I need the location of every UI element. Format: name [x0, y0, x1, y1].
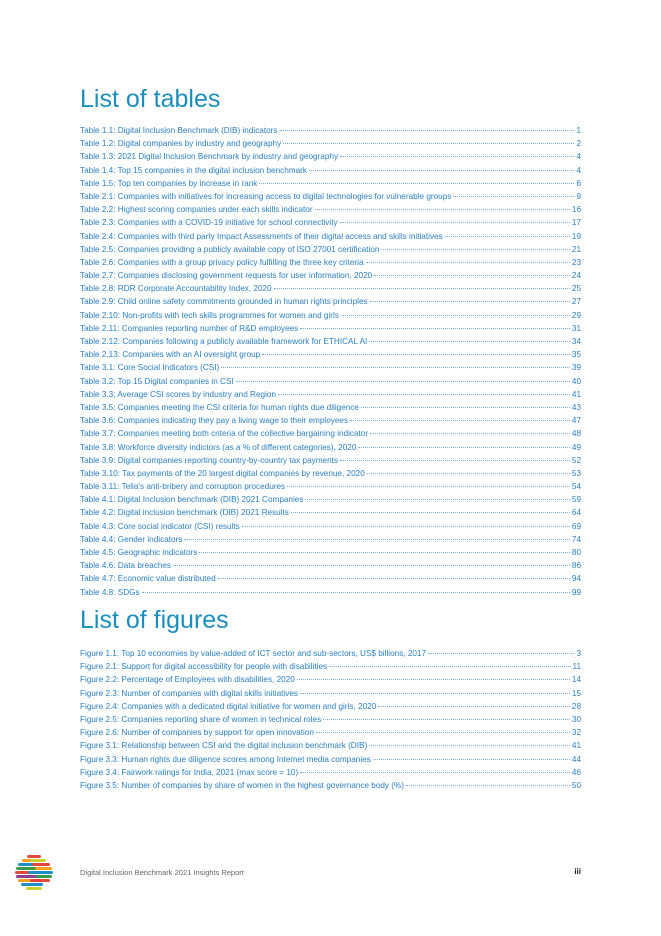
- dot-leader: [340, 221, 570, 223]
- table-entry[interactable]: [80, 480, 581, 493]
- table-entry-label: Table 4.4: Gender indicators: [80, 534, 183, 544]
- table-entry[interactable]: [80, 586, 581, 599]
- figure-entry-label: Figure 3.4: Fairwork ratings for India, 2021 (max score = 10): [80, 767, 299, 777]
- figure-entry-page-number: 41: [571, 741, 581, 751]
- table-entry[interactable]: [80, 559, 581, 572]
- figure-entry[interactable]: [80, 739, 581, 752]
- table-entry[interactable]: [80, 256, 581, 269]
- figure-entry-label: Figure 2.3: Number of companies with digital skills initiatives: [80, 688, 298, 698]
- table-entry[interactable]: [80, 493, 581, 506]
- figure-entry[interactable]: [80, 647, 581, 660]
- table-entry-label: Table 4.8: SDGs: [80, 587, 140, 597]
- table-entry-label: Table 2.5: Companies providing a publicly available copy of ISO 27001 certification: [80, 244, 380, 254]
- table-entry-label: Table 3.8: Workforce diversity indictors (as a % of different categories), 2020: [80, 442, 357, 452]
- dot-leader: [287, 485, 570, 487]
- dot-leader: [300, 327, 570, 329]
- dot-leader: [300, 771, 570, 773]
- dot-leader: [184, 538, 569, 540]
- table-entry[interactable]: [80, 177, 581, 190]
- dot-leader: [316, 731, 570, 733]
- table-entry[interactable]: [80, 137, 581, 150]
- table-entry[interactable]: [80, 150, 581, 163]
- table-entry-label: Table 4.6: Data breaches: [80, 561, 172, 571]
- dot-leader: [453, 195, 574, 197]
- figure-entry-label: Figure 2.4: Companies with a dedicated digital initiative for women and girls, 2020: [80, 701, 377, 711]
- table-entry-label: Table 3.10: Tax payments of the 20 largest digital companies by revenue, 2020: [80, 468, 365, 478]
- table-entry-page-number: 34: [571, 337, 581, 346]
- table-entry[interactable]: [80, 546, 581, 559]
- table-entry-page-number: 80: [571, 548, 581, 557]
- figure-entry[interactable]: [80, 700, 581, 713]
- dot-leader: [262, 353, 570, 355]
- dot-leader: [341, 314, 570, 316]
- figure-entry-label: Figure 2.5: Companies reporting share of women in technical roles: [80, 714, 322, 724]
- figure-entry[interactable]: [80, 660, 581, 673]
- table-entry-page-number: 1: [576, 126, 581, 135]
- table-entry-page-number: 52: [571, 455, 581, 465]
- figure-entry-page-number: 46: [571, 767, 581, 777]
- figure-entry-page-number: 3: [576, 649, 581, 658]
- figure-entry-label: Figure 2.1: Support for digital accessibility for people with disabilities: [80, 662, 328, 672]
- table-entry-label: Table 2.3: Companies with a COVID-19 initiative for school connectivity: [80, 218, 338, 228]
- table-entry[interactable]: [80, 295, 581, 308]
- table-entry-label: Table 2.13: Companies with an AI oversight group: [80, 350, 261, 360]
- table-entry-label: Table 2.8: RDR Corporate Accountability Index, 2020: [80, 284, 272, 294]
- figure-entry[interactable]: [80, 673, 581, 686]
- figure-entry[interactable]: [80, 779, 581, 792]
- list-of-figures-heading: List of figures: [80, 606, 229, 634]
- dot-leader: [300, 692, 570, 694]
- figure-entry[interactable]: [80, 726, 581, 739]
- table-entry-page-number: 4: [576, 165, 581, 175]
- dot-leader: [142, 591, 570, 593]
- dot-leader: [242, 525, 570, 527]
- table-entry-label: Table 3.1: Core Social Indicators (CSI): [80, 363, 220, 373]
- dot-leader: [315, 208, 570, 210]
- figure-entry-page-number: 50: [571, 780, 581, 790]
- dot-leader: [259, 182, 574, 184]
- dot-leader: [378, 705, 570, 707]
- table-entry-label: Table 1.3: 2021 Digital Inclusion Benchmark by industry and geography: [80, 152, 339, 162]
- table-entry-label: Table 1.5: Top ten companies by increase in rank: [80, 178, 258, 188]
- table-entry-label: Table 4.3: Core social indicator (CSI) results: [80, 521, 240, 531]
- table-entry-page-number: 9: [576, 191, 581, 201]
- table-entry-page-number: 4: [576, 152, 581, 162]
- dot-leader: [297, 678, 570, 680]
- table-entry-label: Table 2.7: Companies disclosing government requests for user information, 2020: [80, 271, 373, 281]
- figure-entry-label: Figure 3.3: Human rights due diligence scores among Internet media companies: [80, 754, 371, 764]
- table-entry-label: Table 2.12: Companies following a publicly available framework for ETHICAL AI: [80, 337, 368, 346]
- table-entry[interactable]: [80, 322, 581, 335]
- table-entry[interactable]: [80, 427, 581, 440]
- table-entry[interactable]: [80, 269, 581, 282]
- table-entry-label: Table 3.3: Average CSI scores by industry and Region: [80, 389, 277, 399]
- table-entry[interactable]: [80, 203, 581, 216]
- table-entry-label: Table 3.9: Digital companies reporting country-by-country tax payments: [80, 455, 339, 465]
- table-entry-page-number: 94: [571, 574, 581, 584]
- table-entry-label: Table 4.1: Digital Inclusion benchmark (DIB) 2021 Companies: [80, 495, 304, 505]
- dot-leader: [305, 498, 569, 500]
- table-entry-page-number: 47: [571, 416, 581, 426]
- dot-leader: [370, 432, 570, 434]
- dot-leader: [278, 393, 570, 395]
- dot-leader: [236, 380, 570, 382]
- figure-entry-page-number: 30: [571, 714, 581, 724]
- dot-leader: [406, 784, 570, 786]
- table-entry-page-number: 40: [571, 376, 581, 386]
- dot-leader: [381, 248, 569, 250]
- table-entry-page-number: 49: [571, 442, 581, 452]
- dot-leader: [280, 129, 575, 131]
- table-entry-page-number: 43: [571, 402, 581, 412]
- table-entry-page-number: 99: [571, 587, 581, 597]
- table-entry-label: Table 2.2: Highest scoring companies under each skills indicator: [80, 205, 313, 215]
- table-entry[interactable]: [80, 216, 581, 229]
- dot-leader: [323, 718, 570, 720]
- table-entry[interactable]: [80, 467, 581, 480]
- table-entry-page-number: 2: [576, 139, 581, 149]
- table-entry-page-number: 6: [576, 178, 581, 188]
- dot-leader: [221, 366, 570, 368]
- table-entry[interactable]: [80, 533, 581, 546]
- dot-leader: [199, 551, 569, 553]
- dot-leader: [428, 652, 574, 654]
- table-entry[interactable]: [80, 230, 581, 243]
- table-entry-page-number: 74: [571, 534, 581, 544]
- table-entry-label: Table 3.7: Companies meeting both criteria of the collective bargaining indicator: [80, 429, 369, 439]
- table-entry-page-number: 19: [571, 231, 581, 241]
- figure-entry-page-number: 11: [572, 662, 581, 672]
- table-entry[interactable]: [80, 124, 581, 137]
- figure-entry-page-number: 28: [571, 701, 581, 711]
- table-entry-page-number: 24: [571, 271, 581, 281]
- table-entry-label: Table 2.6: Companies with a group privacy policy fulfilling the three key criteria: [80, 257, 364, 267]
- table-entry-page-number: 54: [571, 482, 581, 492]
- table-entry-page-number: 39: [571, 363, 581, 373]
- table-entry[interactable]: [80, 335, 581, 348]
- table-entry-page-number: 16: [571, 205, 581, 215]
- table-entry-page-number: 59: [571, 495, 581, 505]
- dot-leader: [374, 274, 570, 276]
- figure-entry-label: Figure 2.6: Number of companies by support for open innovation: [80, 728, 314, 738]
- table-entry-label: Table 2.9: Child online safety commitments grounded in human rights principles: [80, 297, 368, 307]
- table-entry-page-number: 41: [571, 389, 581, 399]
- table-entry[interactable]: [80, 164, 581, 177]
- dot-leader: [361, 406, 570, 408]
- table-entry[interactable]: [80, 454, 581, 467]
- table-entry-label: Table 1.1: Digital Inclusion Benchmark (DIB) indicators: [80, 126, 278, 135]
- dot-leader: [291, 511, 570, 513]
- dot-leader: [340, 459, 570, 461]
- table-entry-page-number: 29: [571, 310, 581, 320]
- table-entry[interactable]: [80, 388, 581, 401]
- table-entry-label: Table 1.4: Top 15 companies in the digital inclusion benchmark: [80, 165, 307, 175]
- dot-leader: [370, 300, 570, 302]
- table-entry-page-number: 35: [571, 350, 581, 360]
- list-of-tables: [80, 124, 581, 599]
- table-entry[interactable]: [80, 375, 581, 388]
- table-entry-label: Table 4.2: Digital inclusion benchmark (DIB) 2021 Results: [80, 508, 289, 518]
- table-entry-label: Table 4.5: Geographic indicators: [80, 548, 198, 557]
- table-entry-label: Table 4.7: Economic value distributed: [80, 574, 216, 584]
- table-entry-page-number: 53: [571, 468, 581, 478]
- figure-entry-label: Figure 3.1: Relationship between CSI and the digital inclusion benchmark (DIB): [80, 741, 368, 751]
- table-entry-label: Table 3.11: Telia's anti-bribery and corruption procedures: [80, 482, 286, 492]
- table-entry[interactable]: [80, 348, 581, 361]
- table-entry-page-number: 64: [571, 508, 581, 518]
- table-entry[interactable]: [80, 190, 581, 203]
- list-of-tables-heading: List of tables: [80, 85, 221, 113]
- dot-leader: [373, 758, 570, 760]
- dot-leader: [309, 169, 574, 171]
- table-entry-page-number: 23: [571, 257, 581, 267]
- figure-entry-label: Figure 3.5: Number of companies by share of women in the highest governance body (%): [80, 780, 405, 790]
- dot-leader: [369, 340, 570, 342]
- dot-leader: [329, 665, 570, 667]
- dot-leader: [274, 287, 570, 289]
- table-entry[interactable]: [80, 441, 581, 454]
- dot-leader: [445, 235, 570, 237]
- dot-leader: [369, 744, 570, 746]
- table-entry[interactable]: [80, 282, 581, 295]
- table-entry-label: Table 3.5: Companies meeting the CSI criteria for human rights due diligence: [80, 402, 359, 412]
- figure-entry[interactable]: [80, 713, 581, 726]
- table-entry[interactable]: [80, 414, 581, 427]
- dot-leader: [350, 419, 570, 421]
- dot-leader: [218, 577, 570, 579]
- dot-leader: [366, 261, 570, 263]
- table-entry[interactable]: [80, 520, 581, 533]
- dot-leader: [340, 155, 574, 157]
- figure-entry-label: Figure 2.2: Percentage of Employees with disabilities, 2020: [80, 675, 295, 685]
- table-entry-page-number: 48: [571, 429, 581, 439]
- figure-entry[interactable]: [80, 766, 581, 779]
- list-of-figures: [80, 647, 581, 792]
- table-entry-label: Table 1.2: Digital companies by industry and geography: [80, 139, 282, 149]
- figure-entry-page-number: 14: [571, 675, 581, 685]
- table-entry[interactable]: [80, 361, 581, 374]
- table-entry-page-number: 86: [571, 561, 581, 571]
- table-entry[interactable]: [80, 572, 581, 585]
- footer-report-title: Digital Inclusion Benchmark 2021 Insights Report: [80, 868, 244, 877]
- figure-entry[interactable]: [80, 687, 581, 700]
- table-entry-page-number: 69: [571, 521, 581, 531]
- table-entry[interactable]: [80, 309, 581, 322]
- table-entry-label: Table 3.6: Companies indicating they pay a living wage to their employees: [80, 416, 349, 426]
- figure-entry-label: Figure 1.1: Top 10 economies by value-added of ICT sector and sub-sectors, US$ billions, 2017: [80, 649, 427, 658]
- table-entry-page-number: 21: [571, 244, 581, 254]
- table-entry-label: Table 3.2: Top 15 Digital companies in CSI: [80, 376, 234, 386]
- footer-page-number: iii: [574, 867, 581, 876]
- table-entry-page-number: 25: [571, 284, 581, 294]
- figure-entry-page-number: 32: [571, 728, 581, 738]
- dot-leader: [367, 472, 570, 474]
- dot-leader: [358, 446, 570, 448]
- figure-entry[interactable]: [80, 753, 581, 766]
- table-entry-page-number: 31: [571, 323, 581, 333]
- table-entry-page-number: 17: [571, 218, 581, 228]
- dot-leader: [173, 564, 570, 566]
- table-entry[interactable]: [80, 401, 581, 414]
- table-entry-label: Table 2.10: Non-profits with tech skills programmes for women and girls: [80, 310, 339, 320]
- table-entry-label: Table 2.4: Companies with third party Impact Assessments of their digital access and skills initiatives: [80, 231, 443, 241]
- table-entry-page-number: 27: [571, 297, 581, 307]
- table-entry[interactable]: [80, 506, 581, 519]
- world-benchmarking-alliance-logo-icon: [15, 854, 53, 892]
- figure-entry-page-number: 15: [571, 688, 581, 698]
- table-entry-label: Table 2.11: Companies reporting number of R&D employees: [80, 323, 299, 333]
- table-entry-label: Table 2.1: Companies with initiatives for increasing access to digital technologies for vulnerable groups: [80, 191, 452, 201]
- dot-leader: [283, 142, 574, 144]
- table-entry[interactable]: [80, 243, 581, 256]
- figure-entry-page-number: 44: [571, 754, 581, 764]
